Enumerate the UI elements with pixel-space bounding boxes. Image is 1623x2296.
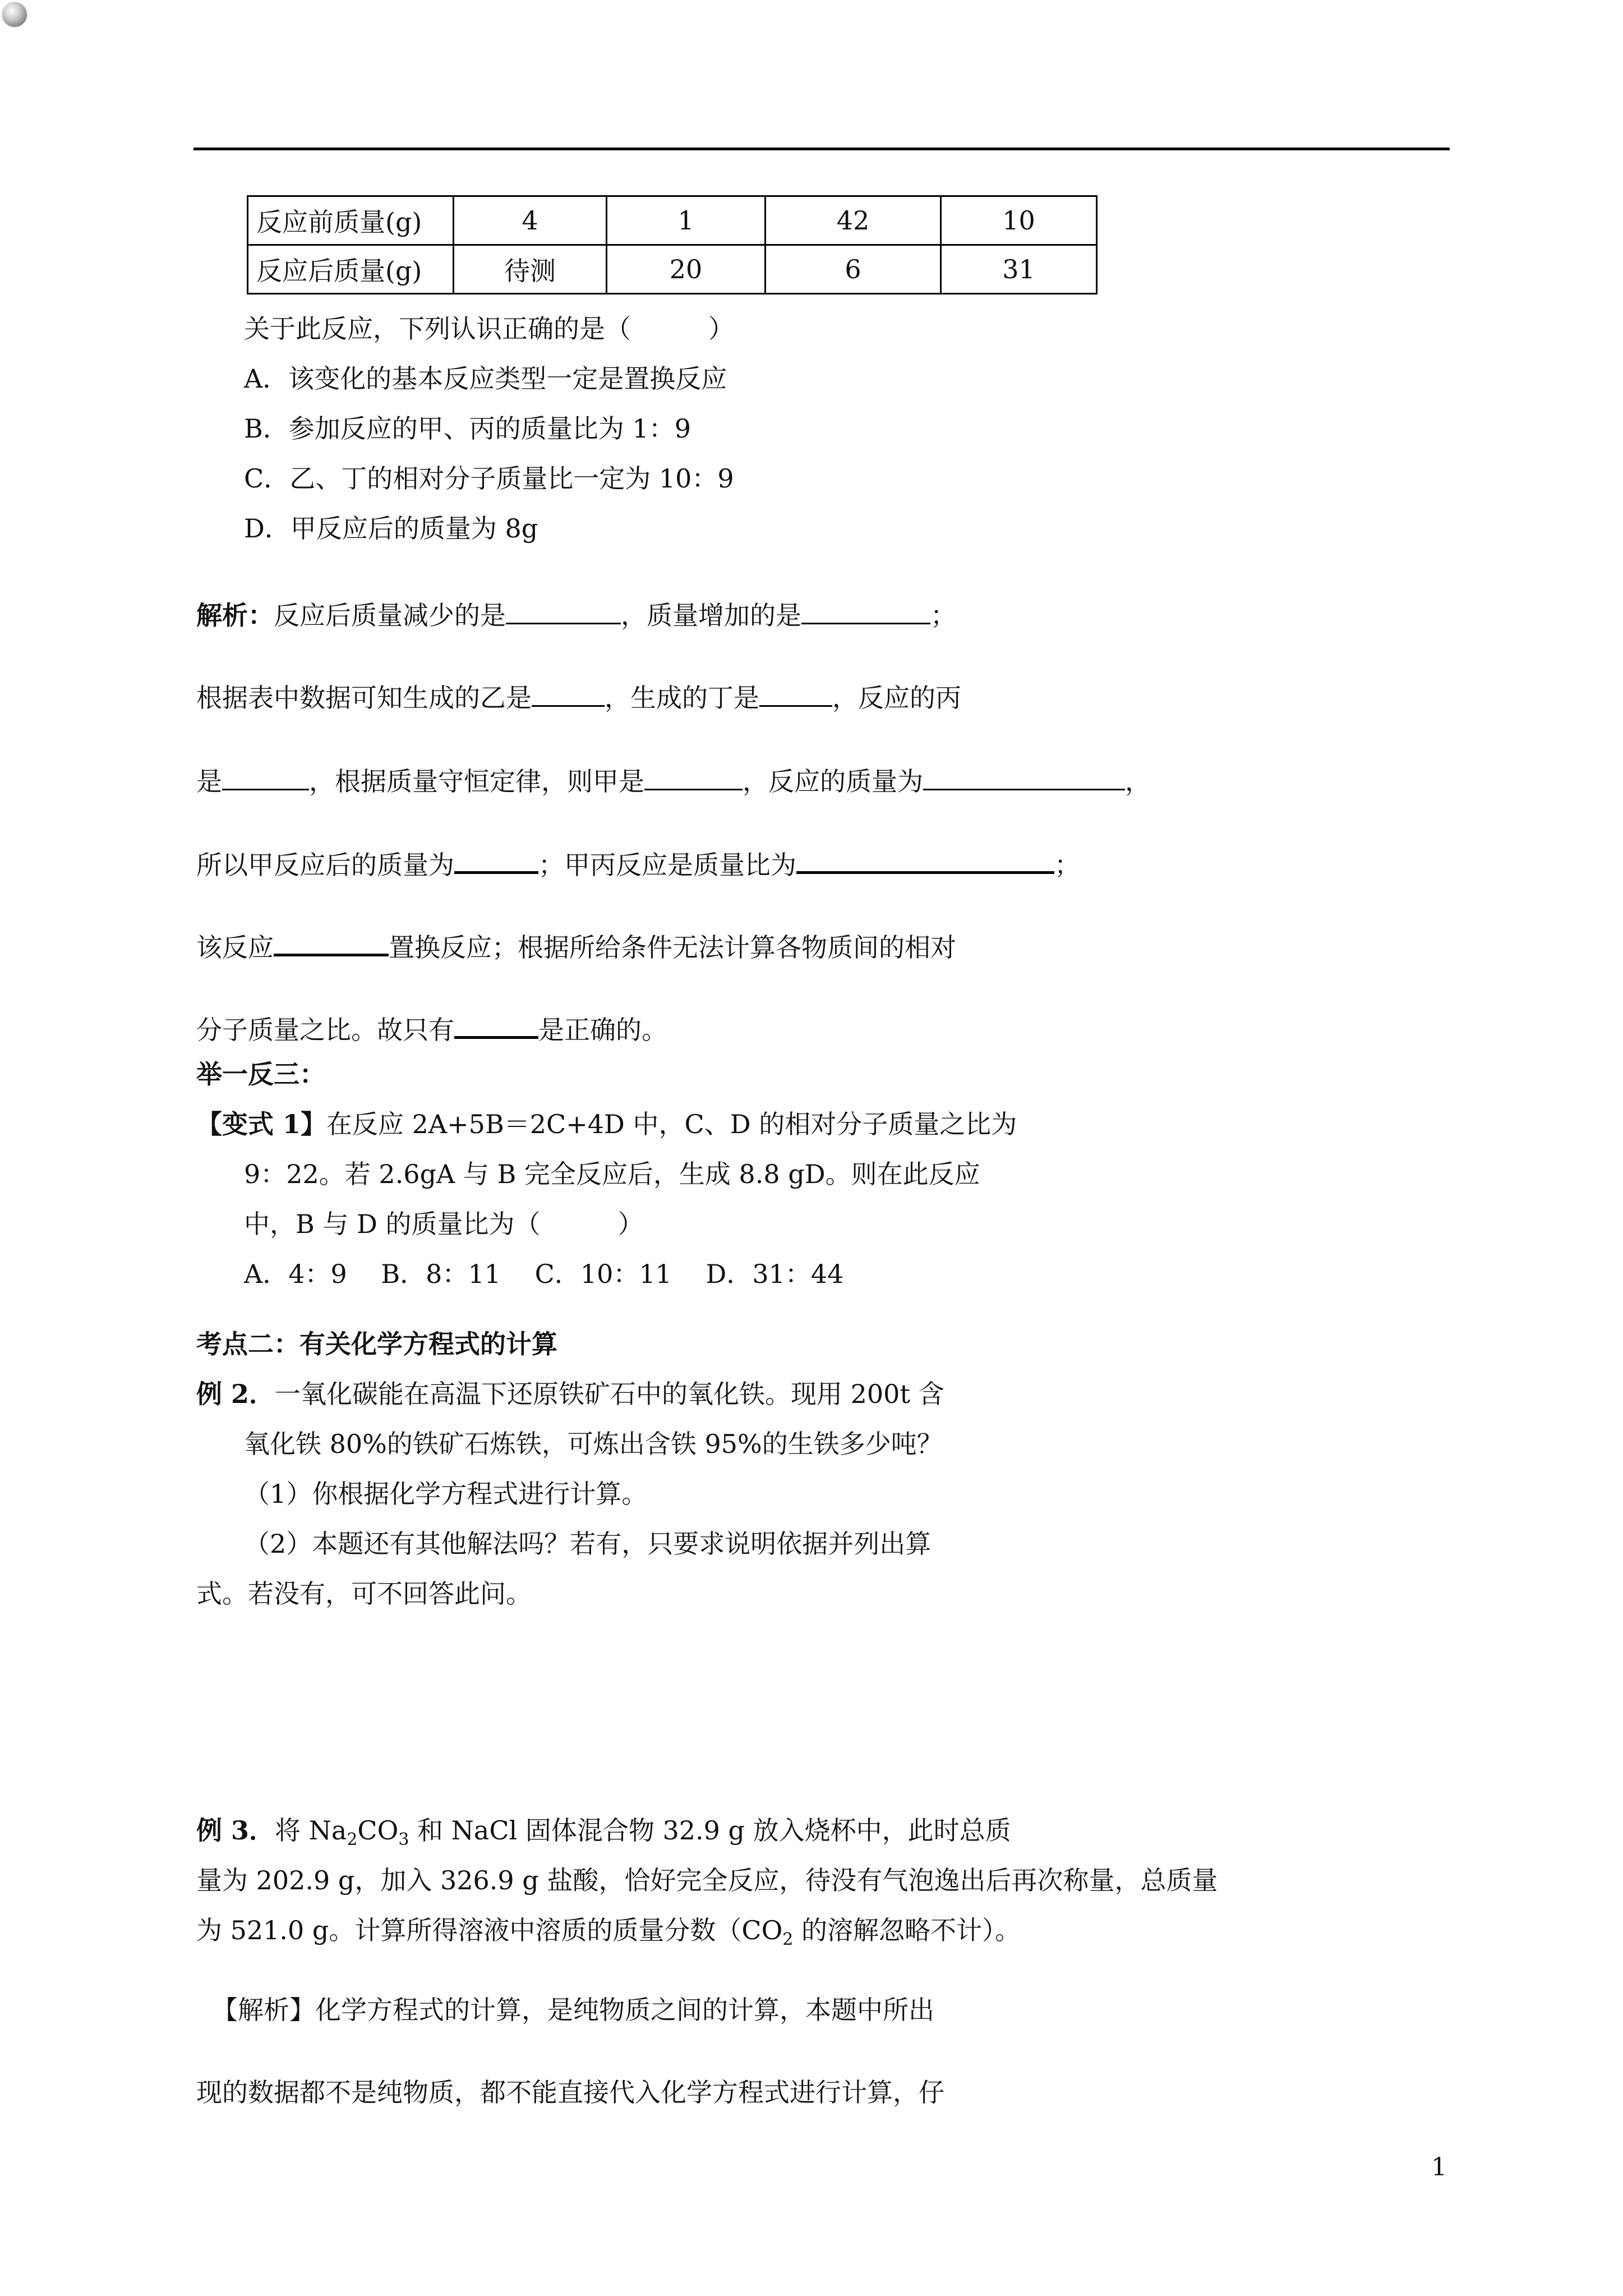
table-row bbox=[248, 245, 1097, 294]
table-cell: 31 bbox=[941, 245, 1097, 294]
fill-blank[interactable] bbox=[532, 677, 605, 707]
topic-2-heading: 考点二：有关化学方程式的计算 bbox=[196, 1329, 557, 1359]
analysis-line-5 bbox=[196, 926, 956, 964]
option-b: B．参加反应的甲、丙的质量比为 1：9 bbox=[244, 413, 691, 444]
analysis-text: ；甲丙反应是质量比为 bbox=[538, 850, 796, 880]
table-row-label: 反应前质量(g) bbox=[248, 196, 454, 245]
example-label: 例 2． bbox=[196, 1379, 275, 1409]
analysis-text: ； bbox=[1054, 850, 1080, 880]
example-text: 和 NaCl 固体混合物 32.9 g 放入烧杯中，此时总质 bbox=[409, 1815, 1011, 1846]
analysis-text: 根据表中数据可知生成的乙是 bbox=[196, 683, 532, 713]
analysis-label: 解析： bbox=[196, 600, 274, 631]
example-label: 例 3． bbox=[196, 1815, 275, 1846]
analysis-text: ， bbox=[1125, 766, 1151, 797]
table-cell: 42 bbox=[766, 196, 941, 245]
analysis-text: ； bbox=[930, 600, 956, 631]
example-3-line-1 bbox=[196, 1814, 1011, 1857]
fill-blank[interactable] bbox=[796, 843, 1054, 874]
option-d: D．甲反应后的质量为 8g bbox=[244, 513, 538, 544]
example-text: 为 521.0 g。计算所得溶液中溶质的质量分数（CO bbox=[196, 1915, 783, 1945]
analysis-text: 化学方程式的计算，是纯物质之间的计算，本题中所出 bbox=[315, 1995, 934, 2025]
analysis-line-3 bbox=[196, 761, 1151, 798]
analysis-text: 是 bbox=[196, 766, 222, 797]
example-text: 将 Na bbox=[275, 1815, 347, 1846]
mass-table bbox=[247, 195, 1098, 295]
subscript: 3 bbox=[398, 1830, 409, 1850]
fill-blank[interactable] bbox=[801, 595, 930, 624]
page-number: 1 bbox=[1431, 2153, 1447, 2182]
table-cell: 10 bbox=[941, 196, 1097, 245]
fill-blank[interactable] bbox=[759, 677, 832, 707]
analysis-text: 分子质量之比。故只有 bbox=[196, 1015, 454, 1045]
table-cell: 6 bbox=[766, 245, 941, 294]
variant-1-line-3: 中，B 与 D 的质量比为（ ） bbox=[244, 1209, 644, 1239]
example-text: CO bbox=[357, 1815, 399, 1846]
example-2-line-2: 氧化铁 80%的铁矿石炼铁，可炼出含铁 95%的生铁多少吨？ bbox=[244, 1429, 943, 1459]
example-2-question-2-cont: 式。若没有，可不回答此问。 bbox=[196, 1579, 532, 1609]
fill-blank[interactable] bbox=[274, 926, 389, 956]
example-3-analysis-line-2: 现的数据都不是纯物质，都不能直接代入化学方程式进行计算，仔 bbox=[196, 2077, 944, 2108]
question-stem: 关于此反应，下列认识正确的是（ ） bbox=[244, 314, 734, 344]
analysis-text: 该反应 bbox=[196, 932, 274, 963]
subscript: 2 bbox=[782, 1930, 794, 1950]
variant-1-line-2: 9：22。若 2.6gA 与 B 完全反应后，生成 8.8 gD。则在此反应 bbox=[244, 1159, 980, 1189]
analysis-line-4 bbox=[196, 843, 1080, 882]
analysis-text: ，质量增加的是 bbox=[621, 600, 801, 631]
example-2-line-1 bbox=[196, 1377, 944, 1411]
analysis-text: 反应后质量减少的是 bbox=[274, 600, 506, 631]
analysis-text: 置换反应；根据所给条件无法计算各物质间的相对 bbox=[389, 932, 956, 963]
analysis-text: ，根据质量守恒定律，则甲是 bbox=[309, 766, 644, 797]
analysis-text: ，生成的丁是 bbox=[605, 683, 759, 713]
practice-heading: 举一反三： bbox=[196, 1059, 325, 1089]
option-a: A．该变化的基本反应类型一定是置换反应 bbox=[244, 364, 727, 394]
option-c: C．乙、丁的相对分子质量比一定为 10：9 bbox=[244, 463, 734, 494]
fill-blank[interactable] bbox=[454, 1008, 538, 1039]
fill-blank[interactable] bbox=[923, 761, 1125, 790]
analysis-text: 是正确的。 bbox=[538, 1015, 667, 1045]
example-3-analysis-line-1 bbox=[212, 1993, 934, 2027]
analysis-text: ，反应的丙 bbox=[832, 683, 961, 713]
variant-1-line-1 bbox=[196, 1107, 1017, 1141]
analysis-line-2 bbox=[196, 677, 961, 715]
table-cell: 20 bbox=[607, 245, 766, 294]
example-3-line-3 bbox=[196, 1913, 1021, 1957]
example-text: 的溶解忽略不计）。 bbox=[793, 1915, 1021, 1945]
header-rule bbox=[193, 148, 1450, 150]
table-row bbox=[248, 196, 1097, 245]
variant-1-options: A．4：9 B．8：11 C．10：11 D．31：44 bbox=[244, 1259, 844, 1289]
table-cell: 4 bbox=[454, 196, 607, 245]
analysis-line-1 bbox=[196, 595, 956, 632]
analysis-text: ，反应的质量为 bbox=[743, 766, 923, 797]
example-text: 一氧化碳能在高温下还原铁矿石中的氧化铁。现用 200t 含 bbox=[275, 1379, 944, 1409]
fill-blank[interactable] bbox=[222, 761, 309, 790]
fill-blank[interactable] bbox=[454, 843, 538, 874]
analysis-line-6 bbox=[196, 1008, 667, 1047]
analysis-label: 【解析】 bbox=[212, 1995, 315, 2025]
example-2-question-1: （1）你根据化学方程式进行计算。 bbox=[244, 1479, 648, 1509]
variant-label: 【变式 1】 bbox=[196, 1109, 327, 1139]
table-cell: 1 bbox=[607, 196, 766, 245]
sphere-icon bbox=[2, 2, 27, 27]
fill-blank[interactable] bbox=[506, 595, 621, 624]
fill-blank[interactable] bbox=[644, 761, 743, 790]
variant-text: 在反应 2A+5B＝2C+4D 中，C、D 的相对分子质量之比为 bbox=[326, 1109, 1017, 1139]
analysis-text: 所以甲反应后的质量为 bbox=[196, 850, 454, 880]
example-3-line-2: 量为 202.9 g，加入 326.9 g 盐酸，恰好完全反应，待没有气泡逸出后再次称量，总质量 bbox=[196, 1865, 1218, 1895]
table-row-label: 反应后质量(g) bbox=[248, 245, 454, 294]
table-cell: 待测 bbox=[454, 245, 607, 294]
subscript: 2 bbox=[347, 1830, 358, 1850]
example-2-question-2: （2）本题还有其他解法吗？若有，只要求说明依据并列出算 bbox=[244, 1529, 932, 1559]
